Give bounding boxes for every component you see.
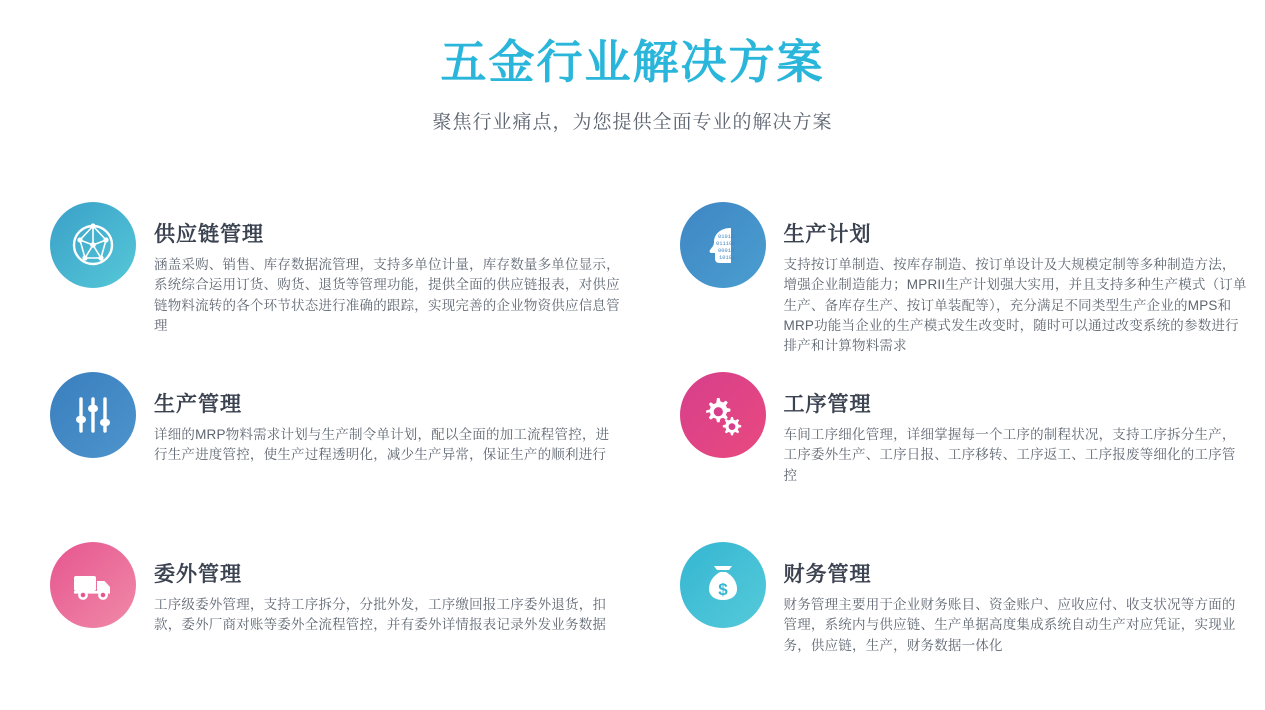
feature-item-production-management [0,370,633,540]
svg-text:00010: 00010 [717,248,734,254]
head-binary-icon [680,202,766,288]
feature-text [136,370,621,466]
feature-title: 生产计划 [783,223,872,246]
feature-text [136,200,621,336]
slide-header [0,0,1265,134]
feature-text [136,540,621,636]
svg-text:011100: 011100 [715,241,735,247]
feature-title: 生产管理 [154,393,242,416]
feature-item-supply-chain [0,200,633,370]
feature-title: 委外管理 [154,563,242,586]
feature-description: 涵盖采购、销售、库存数据流管理，支持多单位计量，库存数量多单位显示，系统综合运用订货、购货、退货等管理功能，提供全面的供应链报表，对供应链物料流转的各个环节状态进行准确的跟踪，实现完善的企业物资供应信息管理 [154,257,620,333]
sliders-icon [50,372,136,458]
feature-description: 车间工序细化管理，详细掌握每一个工序的制程状况，支持工序拆分生产，工序委外生产、工序日报、工序移转、工序返工、工序报废等细化的工序管控 [783,427,1236,483]
svg-text:10101: 10101 [718,255,735,261]
feature-grid [0,200,1265,710]
feature-item-process-management [633,370,1265,540]
feature-description: 工序级委外管理，支持工序拆分，分批外发，工序缴回报工序委外退货，扣款，委外厂商对账等委外全流程管控，并有委外详情报表记录外发业务数据 [154,597,607,633]
feature-item-outsourcing [0,540,633,710]
feature-title: 供应链管理 [154,223,264,246]
svg-text:$: $ [717,580,728,599]
feature-item-finance [633,540,1265,710]
feature-text [766,370,1248,486]
feature-title: 财务管理 [783,563,872,586]
truck-icon [50,542,136,628]
feature-item-production-plan [633,200,1265,370]
feature-description: 财务管理主要用于企业财务账目、资金账户、应收应付、收支状况等方面的管理，系统内与供应链、生产单据高度集成系统自动生产对应凭证，实现业务，供应链，生产，财务数据一体化 [783,597,1236,653]
page-title: 五金行业解决方案 [440,36,825,88]
feature-text [766,540,1248,656]
gears-icon [680,372,766,458]
feature-description: 详细的MRP物料需求计划与生产制令单计划，配以全面的加工流程管控，进行生产进度管控，使生产过程透明化，减少生产异常，保证生产的顺利进行 [154,427,610,463]
network-globe-icon [50,202,136,288]
svg-text:01010: 01010 [717,234,734,240]
feature-text [766,200,1248,356]
page-subtitle: 聚焦行业痛点，为您提供全面专业的解决方案 [432,111,833,133]
feature-description: 支持按订单制造、按库存制造、按订单设计及大规模定制等多种制造方法，增强企业制造能力；MPRII生产计划强大实用，并且支持多种生产模式（订单生产、备库存生产、按订单装配等），充分满足不同类型生产企业的MPS和MRP功能当企业的生产模式发生改变时，随时可以通过改变系统的参数进行排产和计算物料需求 [783,257,1247,353]
feature-title: 工序管理 [783,393,872,416]
money-bag-icon [680,542,766,628]
